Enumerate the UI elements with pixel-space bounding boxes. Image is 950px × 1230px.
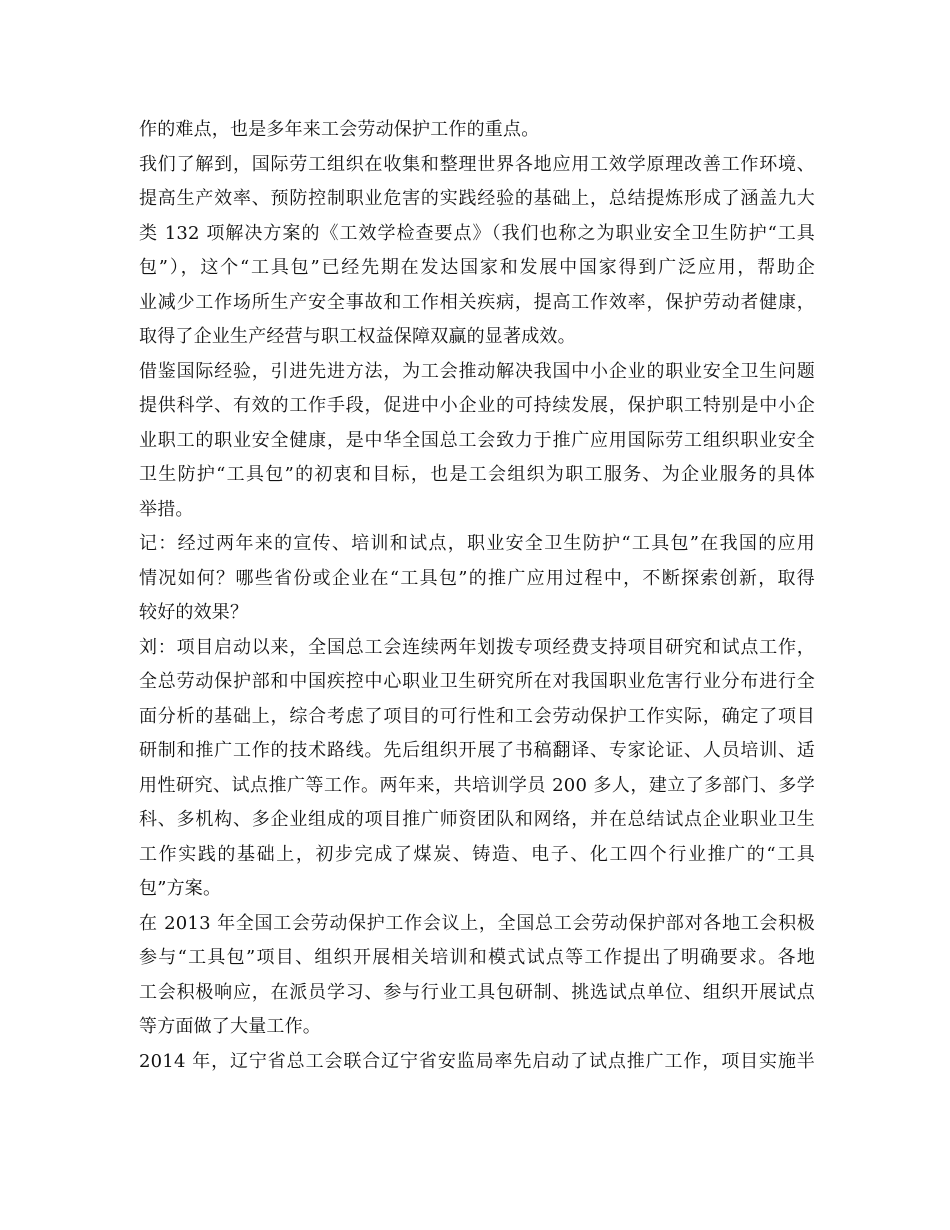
text-line: 面分析的基础上，综合考虑了项目的可行性和工会劳动保护工作实际，确定了项目 [139, 705, 815, 727]
text-line: 提供科学、有效的工作手段，促进中小企业的可持续发展，保护职工特别是中小企 [139, 395, 815, 416]
text-line: 2014 年，辽宁省总工会联合辽宁省安监局率先启动了试点推广工作，项目实施半 [139, 1050, 815, 1072]
text-line: 业职工的职业安全健康，是中华全国总工会致力于推广应用国际劳工组织职业安全 [139, 429, 815, 451]
text-line: 工会积极响应，在派员学习、参与行业工具包研制、挑选试点单位、组织开展试点 [139, 981, 815, 1003]
text-line: 作的难点，也是多年来工会劳动保护工作的重点。 [139, 119, 540, 140]
text-line: 参与“工具包”项目、组织开展相关培训和模式试点等工作提出了明确要求。各地 [139, 947, 815, 968]
paragraph [139, 1045, 815, 1080]
text-line: 等方面做了大量工作。 [139, 1016, 321, 1037]
text-line: 情况如何？哪些省份或企业在“工具包”的推广应用过程中，不断探索创新，取得 [139, 567, 815, 589]
text-line: 较好的效果？ [139, 602, 249, 623]
paragraph [139, 527, 815, 631]
text-line: 在 2013 年全国工会劳动保护工作会议上，全国总工会劳动保护部对各地工会积极 [139, 912, 815, 934]
paragraph [139, 113, 815, 148]
text-line: 全总劳动保护部和中国疾控中心职业卫生研究所在对我国职业危害行业分布进行全 [139, 671, 815, 692]
paragraph [139, 148, 815, 355]
text-line: 举措。 [139, 498, 194, 520]
text-line: 我们了解到，国际劳工组织在收集和整理世界各地应用工效学原理改善工作环境、 [139, 153, 815, 175]
text-line: 科、多机构、多企业组成的项目推广师资团队和网络，并在总结试点企业职业卫生 [139, 809, 815, 830]
text-line: 包”），这个“工具包”已经先期在发达国家和发展中国家得到广泛应用，帮助企 [139, 257, 815, 278]
text-line: 工作实践的基础上，初步完成了煤炭、铸造、电子、化工四个行业推广的“工具 [139, 843, 815, 865]
text-line: 研制和推广工作的技术路线。先后组织开展了书稿翻译、专家论证、人员培训、适 [139, 740, 815, 761]
text-line: 取得了企业生产经营与职工权益保障双赢的显著成效。 [139, 326, 576, 347]
text-line: 借鉴国际经验，引进先进方法，为工会推动解决我国中小企业的职业安全卫生问题 [139, 360, 815, 382]
paragraph [139, 907, 815, 1045]
document-page [139, 113, 815, 1079]
paragraph [139, 355, 815, 528]
text-line: 类 132 项解决方案的《工效学检查要点》（我们也称之为职业安全卫生防护“工具 [139, 222, 815, 244]
text-line: 提高生产效率、预防控制职业危害的实践经验的基础上，总结提炼形成了涵盖九大 [139, 188, 815, 209]
text-line: 记：经过两年来的宣传、培训和试点，职业安全卫生防护“工具包”在我国的应用 [139, 533, 815, 554]
text-line: 业减少工作场所生产安全事故和工作相关疾病，提高工作效率，保护劳动者健康， [139, 291, 815, 313]
text-line: 刘：项目启动以来，全国总工会连续两年划拨专项经费支持项目研究和试点工作， [139, 636, 815, 658]
text-line: 用性研究、试点推广等工作。两年来，共培训学员 200 多人，建立了多部门、多学 [139, 774, 815, 796]
text-line: 卫生防护“工具包”的初衷和目标，也是工会组织为职工服务、为企业服务的具体 [139, 464, 815, 485]
text-line: 包”方案。 [139, 878, 222, 899]
paragraph [139, 631, 815, 907]
